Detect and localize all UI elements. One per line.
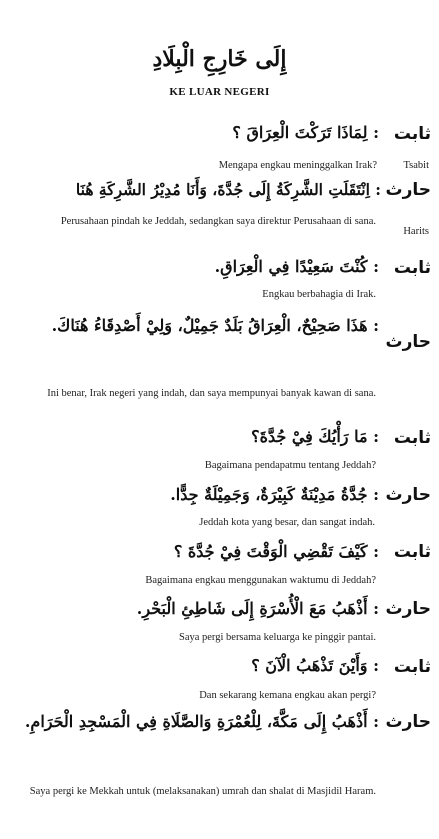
dialogue-arabic-1: : لِمَاذَا تَرَكْتَ الْعِرَاقَ ؟ bbox=[232, 123, 379, 142]
speaker-label-harits: حارث bbox=[385, 180, 431, 200]
dialogue-translation-3: Engkau berbahagia di Irak. bbox=[262, 289, 376, 300]
dialogue-arabic-7: : كَيْفَ تَقْضِي الْوَقْتَ فِيْ جُدَّةَ ؟ bbox=[173, 542, 379, 561]
speaker-label-harits: حارث bbox=[385, 599, 431, 619]
speaker-label-tsabit: ثابت bbox=[393, 258, 431, 278]
dialogue-arabic-10: : أَذْهَبُ إِلَى مَكَّةَ، لِلْعُمْرَةِ وَالصَّلَاةِ فِي الْمَسْجِدِ الْحَرَامِ. bbox=[24, 712, 379, 731]
speaker-label-tsabit: ثابت bbox=[393, 542, 431, 562]
dialogue-translation-2: Perusahaan pindah ke Jeddah, sedangkan saya direktur Perusahaan di sana. bbox=[60, 216, 376, 227]
speaker-label-harits: حارث bbox=[385, 712, 431, 732]
dialogue-arabic-2: : اِنْتَقَلَتِ الشَّرِكَةُ إِلَى جُدَّةَ، وَأَنَا مُدِيْرُ الشَّرِكَةِ هُنَا bbox=[75, 180, 381, 199]
speaker-label-tsabit: ثابت bbox=[393, 428, 431, 448]
dialogue-translation-7: Bagaimana engkau menggunakan waktumu di Jeddah? bbox=[145, 575, 376, 586]
title-latin: KE LUAR NEGERI bbox=[169, 86, 270, 98]
dialogue-translation-4: Ini benar, Irak negeri yang indah, dan saya mempunyai banyak kawan di sana. bbox=[47, 388, 376, 399]
dialogue-arabic-5: : مَا رَأْيُكَ فِيْ جُدَّةَ؟ bbox=[251, 427, 379, 446]
dialogue-arabic-9: : وَأَيْنَ تَذْهَبُ الْآنَ ؟ bbox=[251, 656, 379, 675]
dialogue-translation-5: Bagaimana pendapatmu tentang Jeddah? bbox=[204, 460, 376, 471]
dialogue-arabic-6: : جُدَّةُ مَدِيْنَةٌ كَبِيْرَةٌ، وَجَمِيْلَةٌ جِدًّا. bbox=[170, 485, 379, 504]
speaker-label-harits: حارث bbox=[385, 485, 431, 505]
dialogue-translation-8: Saya pergi bersama keluarga ke pinggir pantai. bbox=[178, 632, 376, 643]
dialogue-translation-9: Dan sekarang kemana engkau akan pergi? bbox=[199, 690, 376, 701]
dialogue-arabic-3: : كُنْتَ سَعِيْدًا فِي الْعِرَاقِ. bbox=[214, 257, 379, 276]
dialogue-arabic-8: : أَذْهَبُ مَعَ الْأُسْرَةِ إِلَى شَاطِئِ الْبَحْرِ. bbox=[136, 599, 379, 618]
dialogue-translation-1: Mengapa engkau meninggalkan Irak? bbox=[218, 160, 377, 171]
speaker-label-tsabit: ثابت bbox=[393, 657, 431, 677]
speaker-label-tsabit: ثابت bbox=[393, 124, 431, 144]
title-arabic: إِلَى خَارِجِ الْبِلَادِ bbox=[152, 46, 287, 72]
dialogue-translation-6: Jeddah kota yang besar, dan sangat indah. bbox=[199, 517, 375, 528]
speaker-name-tsabit: Tsabit bbox=[403, 160, 429, 171]
dialogue-translation-10: Saya pergi ke Mekkah untuk (melaksanakan) umrah dan shalat di Masjidil Haram. bbox=[29, 786, 376, 797]
dialogue-arabic-4: : هَذَا صَحِيْحٌ، الْعِرَاقُ بَلَدٌ جَمِيْلٌ، وَلِيْ أَصْدِقَاءُ هُنَاكَ. bbox=[51, 316, 379, 335]
speaker-label-harits: حارث bbox=[385, 332, 431, 352]
speaker-name-harits: Harits bbox=[403, 226, 429, 237]
